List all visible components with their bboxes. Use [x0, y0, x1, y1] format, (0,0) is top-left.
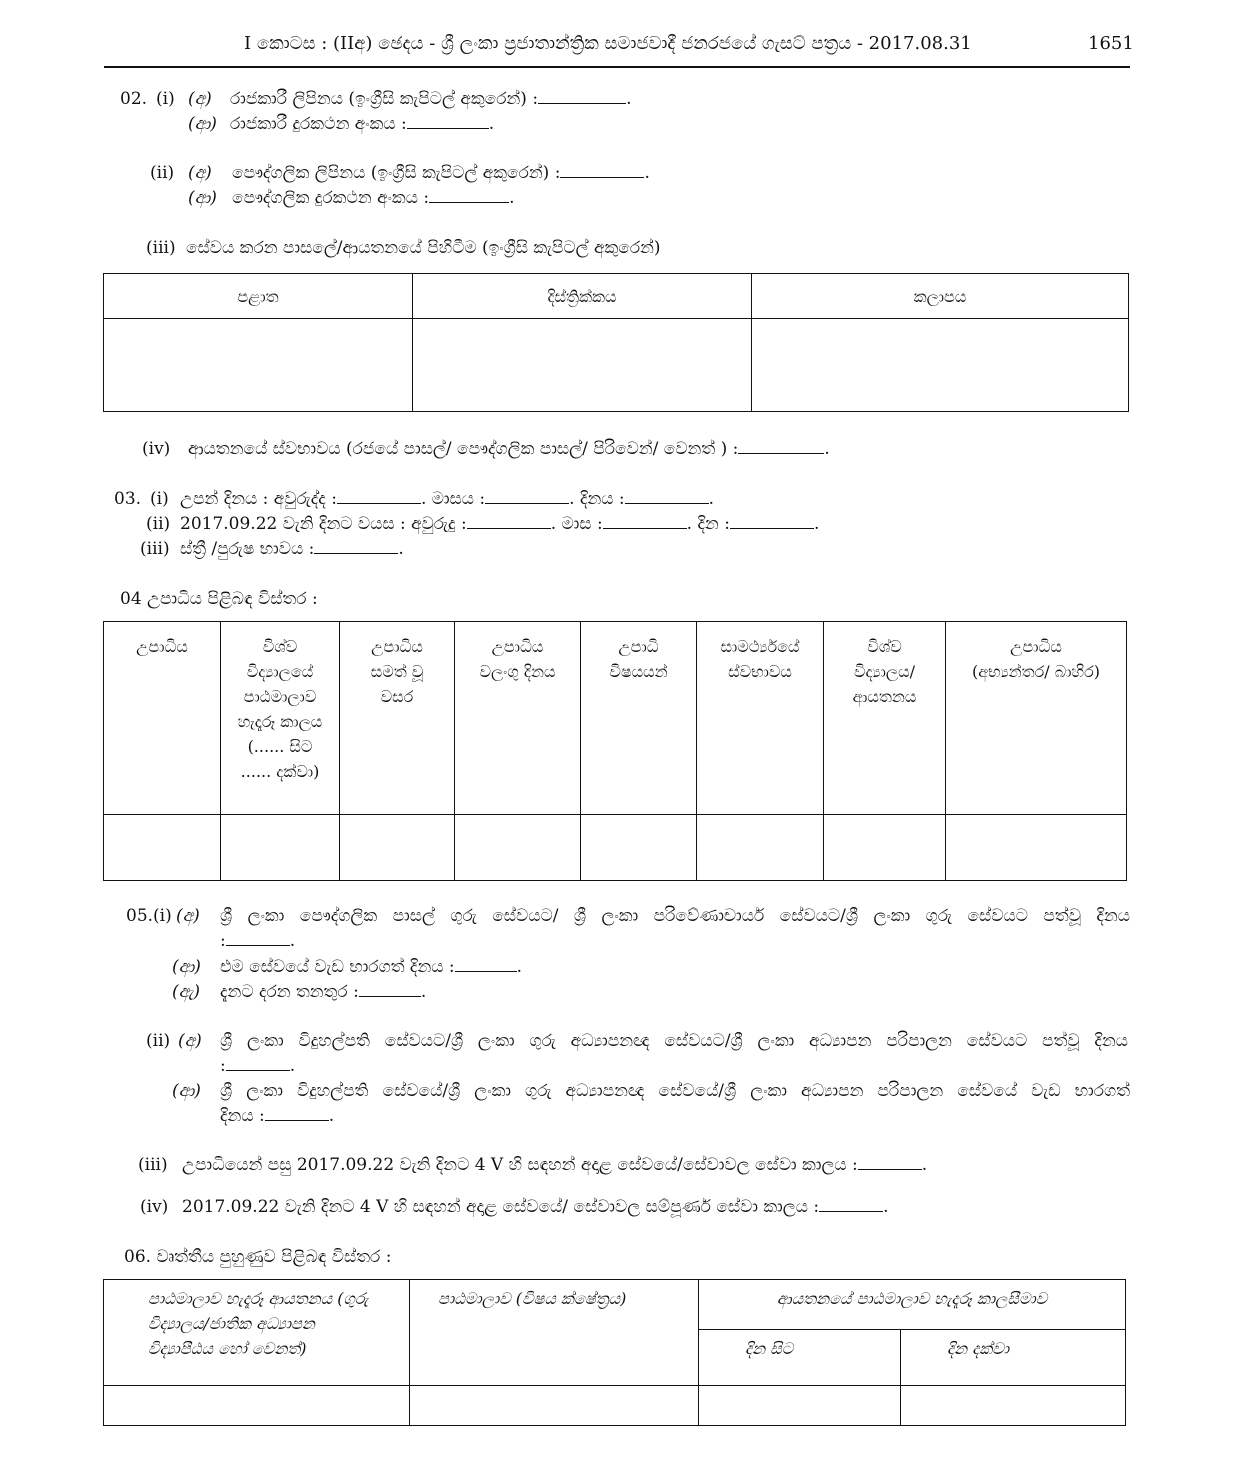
district-cell[interactable] [413, 319, 752, 412]
column-header-from-date: දින සිට [699, 1330, 901, 1386]
section-05-ii-aa-marker: (ආ) [172, 1081, 201, 1101]
column-header-to-date: දින දක්වා [901, 1330, 1126, 1386]
duty-assumed-date-label: එම සේවයේ වැඩ භාරගත් දිනය : [220, 957, 455, 977]
section-05-iii-label: (iii) [138, 1155, 168, 1175]
section-02-ii-a-marker: (අ) [188, 163, 212, 183]
post-degree-service-blank[interactable] [858, 1157, 922, 1170]
gazette-header-title: I කොටස : (IIඅ) ඡෙදය - ශ්‍රී ලංකා ප්‍රජාතාන්ත්‍රික සමාජවාදී ජනරජයේ ගැසට් පත්‍රය - 2017.08.31 [244, 33, 972, 54]
period: . [289, 1056, 296, 1076]
school-location-heading: සේවය කරන පාසලේ/ආයතනයේ පිහිටීම (ඉංග්‍රීසි කැපිටල් අකුරෙන්) [186, 238, 661, 258]
period: . [289, 931, 296, 951]
birth-month-blank[interactable] [485, 491, 569, 504]
course-cell[interactable] [410, 1386, 699, 1426]
birth-day-blank[interactable] [625, 491, 709, 504]
personal-address-blank[interactable] [560, 165, 644, 178]
passed-year-cell[interactable] [340, 815, 455, 881]
principal-service-duty-label: ශ්‍රී ලංකා විදුහල්පති සේවයේ/ශ්‍රී ලංකා ගුරු අධ්‍යාපනඥ සේවයේ/ශ්‍රී ලංකා අධ්‍යාපන පරිපාලන සේවයේ වැඩ භාරගත් [220, 1081, 1130, 1101]
column-header-class-type: සාමර්ථ්‍යයේ ස්වභාවය [697, 622, 824, 815]
period: . [813, 514, 820, 534]
section-04-heading: 04 උපාධිය පිළිබඳ විස්තර : [120, 589, 318, 609]
period: . [883, 1197, 889, 1217]
teacher-service-appointment-field[interactable] [220, 930, 295, 952]
official-phone-field[interactable] [230, 113, 494, 135]
period: . [420, 982, 427, 1002]
duty-assumed-date-field[interactable] [220, 956, 522, 978]
birth-year-blank[interactable] [337, 491, 421, 504]
period: . [644, 163, 650, 183]
period: . [509, 188, 515, 208]
degree-cell[interactable] [104, 815, 221, 881]
university-cell[interactable] [824, 815, 946, 881]
birth-month-label: . මාසය : [420, 489, 486, 509]
birth-year-label: උපන් දිනය : අවුරුද්ද : [180, 489, 337, 509]
training-table [103, 1279, 1126, 1426]
period: . [921, 1155, 928, 1175]
column-header-province: පළාත [104, 274, 413, 319]
degree-table [103, 621, 1127, 881]
age-field[interactable] [180, 513, 819, 535]
header-rule [104, 66, 1130, 68]
column-header-training-institution: පාඨමාලාව හැදෑරූ ආයතනය (ගුරු විද්‍යාලය/ජාතික අධ්‍යාපන විද්‍යාපීඨය හෝ වෙනත්) [104, 1280, 410, 1386]
teacher-service-appointment-blank[interactable] [226, 933, 290, 946]
post-degree-service-field[interactable] [182, 1154, 927, 1176]
period: . [488, 114, 495, 134]
column-header-course: පාඨමාලාව (විෂය ක්ෂේත්‍රය) [410, 1280, 699, 1386]
to-date-cell[interactable] [901, 1386, 1126, 1426]
section-05-i-aa-marker: (ආ) [172, 957, 201, 977]
study-period-cell[interactable] [221, 815, 340, 881]
section-02-iv-label: (iv) [142, 439, 171, 459]
section-02-ii-label: (ii) [150, 163, 175, 183]
section-06-heading: 06. වෘත්තීය පුහුණුව පිළිබඳ විස්තර : [124, 1247, 392, 1267]
column-header-course-period: ආයතනයේ පාඨමාලාව හැදෑරූ කාලසීමාව [699, 1280, 1126, 1330]
section-05-ii-a-marker: (අ) [178, 1031, 202, 1051]
section-05-iv-label: (iv) [140, 1197, 169, 1217]
section-02-number: 02. [120, 89, 148, 109]
age-months-blank[interactable] [603, 516, 687, 529]
principal-service-duty-blank[interactable] [265, 1108, 329, 1121]
period: . [328, 1106, 335, 1126]
page-number: 1651 [1088, 33, 1134, 54]
valid-date-cell[interactable] [455, 815, 581, 881]
total-service-field[interactable] [182, 1196, 888, 1218]
section-05-ii-label: (ii) [146, 1031, 171, 1051]
principal-service-appointment-label: ශ්‍රී ලංකා විදුහල්පති සේවයට/ශ්‍රී ලංකා ගුරු අධ්‍යාපනඥ සේවයට/ශ්‍රී ලංකා අධ්‍යාපන පරිපාලන සේවයට පත්වූ දිනය [220, 1031, 1128, 1051]
section-03-number: 03. [114, 489, 142, 509]
section-03-iii-label: (iii) [140, 539, 170, 559]
period: . [398, 539, 404, 559]
official-phone-blank[interactable] [407, 116, 489, 129]
section-02-i-a-marker: (අ) [188, 89, 212, 109]
current-post-field[interactable] [220, 981, 426, 1003]
institution-type-field[interactable] [188, 438, 830, 460]
age-days-blank[interactable] [730, 516, 814, 529]
colon: : [220, 931, 226, 951]
section-02-i-label: (i) [156, 89, 175, 109]
institution-type-blank[interactable] [738, 441, 824, 454]
province-cell[interactable] [104, 319, 413, 412]
current-post-blank[interactable] [359, 984, 421, 997]
period: . [626, 89, 632, 109]
training-institution-cell[interactable] [104, 1386, 410, 1426]
zone-cell[interactable] [752, 319, 1129, 412]
gender-blank[interactable] [314, 541, 398, 554]
post-degree-service-label: උපාධියෙන් පසු 2017.09.22 වැනි දිනට 4 V හි සඳහන් අදාළ සේවයේ/සේවාවල සේවා කාලය : [182, 1155, 858, 1175]
column-header-degree: උපාධිය [104, 622, 221, 815]
section-03-ii-label: (ii) [146, 514, 171, 534]
column-header-valid-date: උපාධිය වලංගු දිනය [455, 622, 581, 815]
from-date-cell[interactable] [699, 1386, 901, 1426]
principal-service-appointment-blank[interactable] [226, 1058, 290, 1071]
total-service-blank[interactable] [819, 1199, 883, 1212]
column-header-subjects: උපාධි විෂයයන් [581, 622, 697, 815]
column-header-study-period: විශ්ව විද්‍යාලයේ පාඨමාලාව හැදෑරූ කාලය (...... සිට ...... දක්වා) [221, 622, 340, 815]
internal-external-cell[interactable] [946, 815, 1127, 881]
personal-address-label: පෞද්ගලික ලිපිනය (ඉංග්‍රීසි කැපිටල් අකුරෙන්) : [232, 163, 561, 183]
age-days-label: . දින : [686, 514, 730, 534]
total-service-label: 2017.09.22 වැනි දිනට 4 V හි සඳහන් අදාළ සේවයේ/ සේවාවල සම්පූර්ණ සේවා කාලය : [182, 1197, 820, 1217]
period: . [708, 489, 715, 509]
age-years-blank[interactable] [467, 516, 551, 529]
column-header-internal-external: උපාධිය (අභ්‍යන්තර/ බාහිර) [946, 622, 1127, 815]
section-05-number: 05.(i) [126, 906, 172, 926]
gender-field[interactable] [180, 538, 404, 560]
personal-phone-blank[interactable] [429, 190, 509, 203]
section-05-i-a-marker: (අ) [176, 906, 200, 926]
section-03-i-label: (i) [150, 489, 169, 509]
official-address-blank[interactable] [538, 91, 626, 104]
personal-phone-label: පෞද්ගලික දුරකථන අංකය : [232, 188, 430, 208]
section-02-i-aa-marker: (ආ) [188, 114, 217, 134]
personal-address-field[interactable] [232, 162, 650, 184]
institution-type-label: ආයතනයේ ස්වභාවය (රජයේ පාසල්/ පෞද්ගලික පාසල්/ පිරිවෙන්/ වෙනත් ) : [188, 439, 739, 459]
gender-label: ස්ත්‍රී /පුරුෂ භාවය : [180, 539, 315, 559]
principal-service-appointment-field[interactable] [220, 1055, 295, 1077]
age-months-label: . මාස : [550, 514, 603, 534]
period: . [516, 957, 523, 977]
column-header-university: විශ්ව විද්‍යාලය/ ආයතනය [824, 622, 946, 815]
personal-phone-field[interactable] [232, 187, 515, 209]
section-02-iii-label: (iii) [146, 238, 176, 258]
teacher-service-appointment-label: ශ්‍රී ලංකා පෞද්ගලික පාසල් ගුරු සේවයට/ ශ්‍රී ලංකා පරිවේණාචාර්ය සේවයට/ශ්‍රී ලංකා ගුරු සේවයට පත්වූ දිනය [220, 906, 1130, 926]
principal-service-duty-field[interactable] [220, 1105, 334, 1127]
current-post-label: දැනට දරන තනතුර : [220, 982, 359, 1002]
duty-assumed-date-blank[interactable] [455, 959, 517, 972]
period: . [824, 439, 830, 459]
age-years-label: 2017.09.22 වැනි දිනට වයස : අවුරුදු : [180, 514, 467, 534]
subjects-cell[interactable] [581, 815, 697, 881]
principal-service-duty-date-label: දිනය : [220, 1106, 265, 1126]
school-location-table [103, 273, 1129, 412]
class-type-cell[interactable] [697, 815, 824, 881]
column-header-zone: කලාපය [752, 274, 1129, 319]
section-02-ii-aa-marker: (ආ) [188, 188, 217, 208]
birth-day-label: . දිනය : [569, 489, 625, 509]
official-address-label: රාජකාරී ලිපිනය (ඉංග්‍රීසි කැපිටල් අකුරෙන්) : [230, 89, 539, 109]
column-header-district: දිස්ත්‍රික්කය [413, 274, 752, 319]
birth-date-field[interactable] [180, 488, 714, 510]
official-phone-label: රාජකාරී දුරකථන අංකය : [230, 114, 407, 134]
colon: : [220, 1056, 226, 1076]
official-address-field[interactable] [230, 88, 631, 110]
column-header-passed-year: උපාධිය සමත් වූ වසර [340, 622, 455, 815]
section-05-i-ae-marker: (ඇ) [172, 982, 201, 1002]
